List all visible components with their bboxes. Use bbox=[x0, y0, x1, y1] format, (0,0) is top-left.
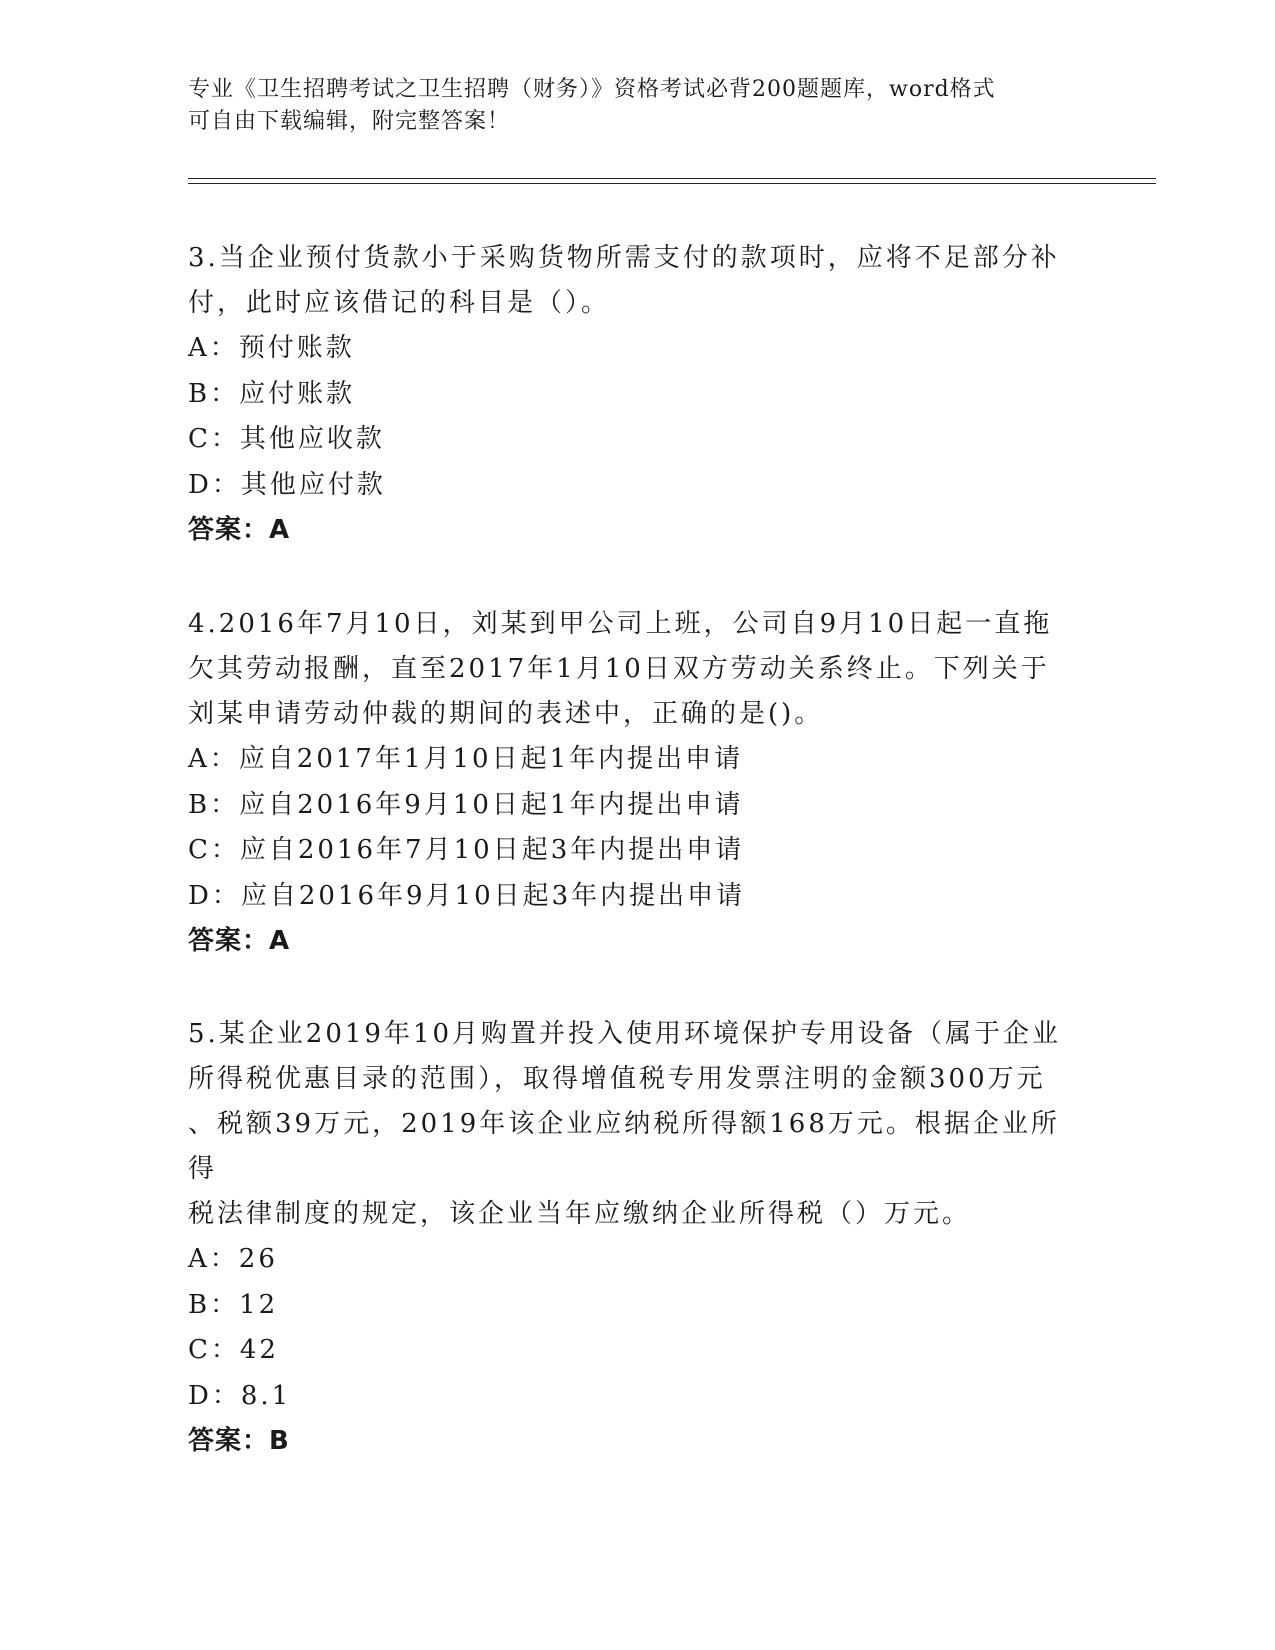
option-b: B：应付账款 bbox=[188, 378, 356, 409]
header-divider-bottom bbox=[188, 183, 1156, 184]
option-c: C：其他应收款 bbox=[188, 424, 385, 454]
stem-line: 5.某企业2019年10月购置并投入使用环境保护专用设备（属于企业 bbox=[188, 1019, 1062, 1049]
question-stem bbox=[188, 236, 1088, 326]
header-divider-top bbox=[188, 178, 1156, 179]
stem-line: 付，此时应该借记的科目是（）。 bbox=[188, 288, 611, 318]
question-5 bbox=[188, 1012, 1088, 1464]
question-4 bbox=[188, 602, 1088, 964]
option-a: A：应自2017年1月10日起1年内提出申请 bbox=[188, 744, 744, 774]
stem-line: 税法律制度的规定，该企业当年应缴纳企业所得税（）万元。 bbox=[188, 1199, 972, 1229]
answer: 答案：B bbox=[188, 1426, 290, 1456]
option-c: C：42 bbox=[188, 1335, 279, 1365]
question-stem bbox=[188, 602, 1088, 737]
document-header bbox=[188, 74, 1088, 138]
header-line-1: 专业《卫生招聘考试之卫生招聘（财务）》资格考试必背200题题库，word格式 bbox=[188, 77, 996, 102]
header-line-2: 可自由下载编辑，附完整答案！ bbox=[188, 109, 511, 134]
question-stem bbox=[188, 1012, 1088, 1237]
option-b: B：12 bbox=[188, 1289, 279, 1320]
option-d: D：应自2016年9月10日起3年内提出申请 bbox=[188, 880, 746, 911]
stem-line: 所得税优惠目录的范围），取得增值税专用发票注明的金额300万元 bbox=[188, 1064, 1046, 1094]
stem-line: 刘某申请劳动仲裁的期间的表述中，正确的是()。 bbox=[188, 699, 824, 729]
stem-line: 、税额39万元，2019年该企业应纳税所得额168万元。根据企业所得 bbox=[188, 1109, 1060, 1184]
stem-line: 4.2016年7月10日，刘某到甲公司上班，公司自9月10日起一直拖 bbox=[188, 609, 1053, 639]
stem-line: 3.当企业预付货款小于采购货物所需支付的款项时，应将不足部分补 bbox=[188, 243, 1060, 273]
answer: 答案：A bbox=[188, 926, 291, 956]
option-d: D：8.1 bbox=[188, 1380, 292, 1411]
option-d: D：其他应付款 bbox=[188, 469, 386, 500]
answer: 答案：A bbox=[188, 515, 291, 545]
option-a: A：26 bbox=[188, 1244, 278, 1274]
option-a: A：预付账款 bbox=[188, 333, 355, 363]
question-3 bbox=[188, 236, 1088, 553]
stem-line: 欠其劳动报酬，直至2017年1月10日双方劳动关系终止。下列关于 bbox=[188, 654, 1050, 684]
option-c: C：应自2016年7月10日起3年内提出申请 bbox=[188, 835, 745, 865]
option-b: B：应自2016年9月10日起1年内提出申请 bbox=[188, 789, 744, 820]
